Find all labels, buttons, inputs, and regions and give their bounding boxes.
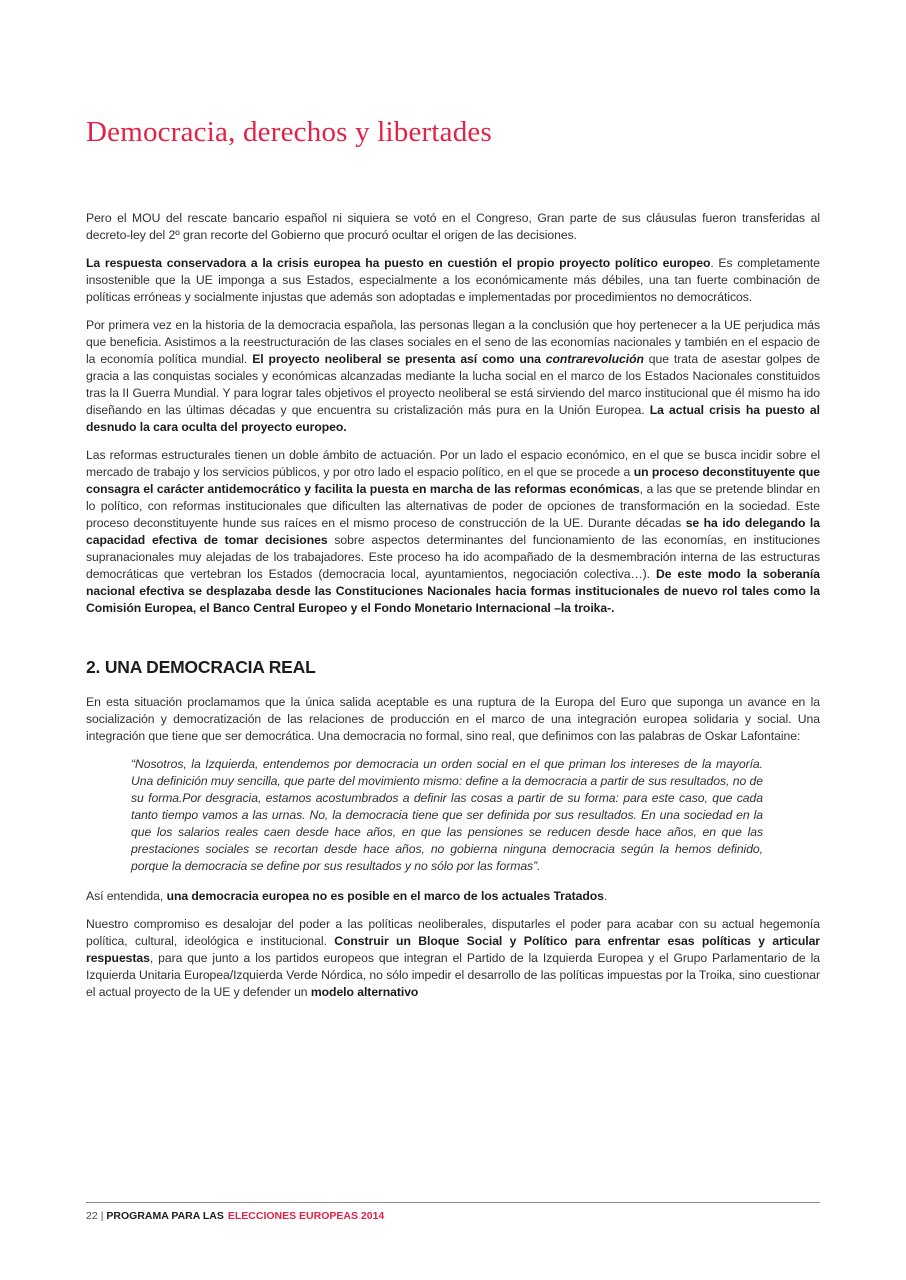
text-segment: , a las que se pretende blindar en lo político, con reformas institucionales que dificulten las alternativas de poder de opciones de transformación en la sociedad. Este proceso deconstituyente hunde sus raíces en el mismo proceso de construcción de la UE. Durante décadas (86, 481, 820, 530)
text-segment: Pero el MOU del rescate bancario español ni siquiera se votó en el Congreso, Gran parte de sus cláusulas fueron transferidas al decreto-ley del 2º gran recorte del Gobierno que procuró ocultar el origen de las decisiones. (86, 210, 820, 242)
content-blocks (86, 210, 820, 1001)
quote-paragraph (131, 756, 763, 875)
text-segment: Las reformas estructurales tienen un doble ámbito de actuación. Por un lado el espacio económico, en el que se busca incidir sobre el mercado de trabajo y los servicios públicos, y por otro lado el espacio político, en el que se procede a (86, 447, 820, 479)
body-paragraph (86, 916, 820, 1001)
body-paragraph (86, 694, 820, 745)
text-segment: “Nosotros, la Izquierda, entendemos por democracia un orden social en el que priman los intereses de la mayoría. Una definición muy sencilla, que parte del movimiento mismo: define a la democracia a partir de sus resultados, no de su forma.Por desgracia, estamos acostumbrados a definir las cosas a partir de su forma: para este caso, que cada tanto tiempo vamos a las urnas. No, la democracia tiene que ser definida por sus resultados. En una sociedad en la que los salarios reales caen desde hace años, en que las pensiones se reducen desde hace años, en que las prestaciones sociales se recortan desde hace años, no gobierna ninguna democracia según la hemos definido, porque la democracia se define por sus resultados y no sólo por las formas”. (131, 756, 763, 873)
text-segment: La respuesta conservadora a la crisis europea ha puesto en cuestión el propio proyecto político europeo (86, 255, 711, 270)
text-segment: En esta situación proclamamos que la única salida aceptable es una ruptura de la Europa del Euro que suponga un avance en la socialización y democratización de las relaciones de producción en el marco de una integración europea solidaria y social. Una integración que tiene que ser democrática. Una democracia no formal, sino real, que definimos con las palabras de Oskar Lafontaine: (86, 694, 820, 743)
text-segment: El proyecto neoliberal se presenta así como una (252, 351, 546, 366)
text-segment: , para que junto a los partidos europeos que integran el Partido de la Izquierda Europea y el Grupo Parlamentario de la Izquierda Unitaria Europea/Izquierda Verde Nórdica, no sólo impedir el desarrollo de las políticas impuestas por la Troika, sino cuestionar el actual proyecto de la UE y defender un (86, 950, 820, 999)
footer-elections-label: ELECCIONES EUROPEAS 2014 (227, 1210, 385, 1222)
body-paragraph (86, 317, 820, 436)
text-segment: . Es completamente insostenible que la UE imponga a sus Estados, especialmente a los económicamente más débiles, una tan fuerte combinación de políticas erróneas y socialmente injustas que además son adoptadas e implementadas por procedimientos no democráticos. (86, 255, 820, 304)
text-segment: De este modo la soberanía nacional efectiva se desplazaba desde las Constituciones Nacionales hacia formas institucionales de nuevo rol tales como la Comisión Europea, el Banco Central Europeo y el Fondo Monetario Internacional –la troika-. (86, 566, 820, 615)
footer-separator: | (100, 1210, 104, 1222)
text-segment: Así entendida, (86, 888, 167, 903)
section-heading: 2. UNA DEMOCRACIA REAL (86, 656, 316, 677)
text-segment: se ha ido delegando la capacidad efectiva de tomar decisiones (86, 515, 821, 547)
text-segment: modelo alternativo (310, 984, 419, 999)
body-paragraph (86, 447, 820, 617)
page-number: 22 (86, 1210, 98, 1222)
text-segment: Nuestro compromiso es desalojar del poder a las políticas neoliberales, disputarles el poder para acabar con su actual hegemonía política, cultural, ideológica e institucional. (86, 916, 820, 948)
text-segment: un proceso deconstituyente que consagra el carácter antidemocrático y facilita la puesta en marcha de las reformas económicas (86, 464, 820, 496)
text-segment: contrarevolución (545, 351, 644, 366)
text-segment: . (603, 888, 608, 903)
text-segment: Construir un Bloque Social y Político para enfrentar esas políticas y articular respuestas (86, 933, 820, 965)
body-paragraph (86, 888, 820, 905)
text-segment: una democracia europea no es posible en el marco de los actuales Tratados (166, 888, 604, 903)
body-paragraph (86, 255, 820, 306)
text-segment: La actual crisis ha puesto al desnudo la cara oculta del proyecto europeo. (86, 402, 820, 434)
text-segment: sobre aspectos determinantes del funcionamiento de las economías, en instituciones supranacionales muy alejadas de los trabajadores. Este proceso ha ido acompañado de la desmembración interna de las estructuras democráticas que vertebran los Estados (democracia local, ayuntamientos, negociación colectiva…). (86, 532, 820, 581)
text-segment: Por primera vez en la historia de la democracia española, las personas llegan a la conclusión que hoy pertenecer a la UE perjudica más que beneficia. Asistimos a la reestructuración de las clases sociales en el seno de las economías nacionales y también en el espacio de la economía política mundial. (86, 317, 820, 366)
footer-program-label: PROGRAMA PARA LAS (106, 1210, 224, 1222)
footer (86, 1202, 820, 1223)
text-segment: que trata de asestar golpes de gracia a las conquistas sociales y económicas alcanzadas mediante la lucha social en el marco de los Estados Nacionales constituidos tras la II Guerra Mundial. Y para lograr tales objetivos el proyecto neoliberal se está sirviendo del marco institucional que él mismo ha ido diseñando en las últimas décadas y que encuentra su cristalización más pura en la Unión Europea. (86, 351, 820, 417)
page-title: Democracia, derechos y libertades (86, 116, 492, 148)
body-paragraph (86, 210, 820, 244)
